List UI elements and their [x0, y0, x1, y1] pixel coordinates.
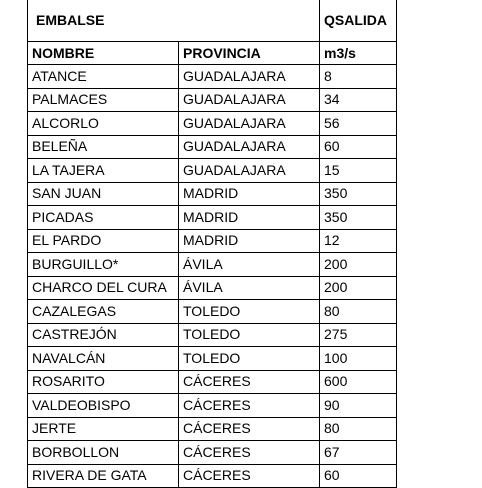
outflow-cell: 80: [320, 417, 397, 441]
reservoir-name-cell: ATANCE: [28, 65, 179, 89]
table-row: [28, 441, 397, 465]
table-row: [28, 159, 397, 183]
outflow-cell: 200: [320, 253, 397, 277]
outflow-cell: 8: [320, 65, 397, 89]
outflow-cell: 80: [320, 300, 397, 324]
province-cell: MADRID: [179, 182, 320, 206]
outflow-cell: 100: [320, 347, 397, 371]
table-row: [28, 300, 397, 324]
provincia-column-header: PROVINCIA: [179, 42, 320, 65]
unit-column-header: m3/s: [320, 42, 397, 65]
table-row: [28, 323, 397, 347]
qsalida-header: QSALIDA: [320, 0, 397, 42]
province-cell: TOLEDO: [179, 323, 320, 347]
outflow-cell: 200: [320, 276, 397, 300]
reservoir-name-cell: NAVALCÁN: [28, 347, 179, 371]
reservoir-name-cell: PALMACES: [28, 88, 179, 112]
outflow-cell: 60: [320, 135, 397, 159]
outflow-cell: 12: [320, 229, 397, 253]
table-row: [28, 229, 397, 253]
nombre-column-header: NOMBRE: [28, 42, 179, 65]
table-row: [28, 276, 397, 300]
province-cell: GUADALAJARA: [179, 65, 320, 89]
embalse-header: EMBALSE: [28, 0, 320, 42]
province-cell: MADRID: [179, 206, 320, 230]
province-cell: GUADALAJARA: [179, 159, 320, 183]
table-row: [28, 65, 397, 89]
table-row: [28, 88, 397, 112]
table-row: [28, 253, 397, 277]
table-row: [28, 464, 397, 488]
table-row: [28, 394, 397, 418]
table-row: [28, 182, 397, 206]
province-cell: GUADALAJARA: [179, 88, 320, 112]
reservoir-name-cell: CHARCO DEL CURA: [28, 276, 179, 300]
outflow-cell: 60: [320, 464, 397, 488]
province-cell: MADRID: [179, 229, 320, 253]
reservoir-name-cell: ROSARITO: [28, 370, 179, 394]
reservoir-name-cell: EL PARDO: [28, 229, 179, 253]
reservoir-name-cell: VALDEOBISPO: [28, 394, 179, 418]
reservoir-name-cell: BELEÑA: [28, 135, 179, 159]
reservoir-name-cell: SAN JUAN: [28, 182, 179, 206]
outflow-cell: 67: [320, 441, 397, 465]
table-top-header-row: [28, 0, 397, 42]
province-cell: GUADALAJARA: [179, 135, 320, 159]
province-cell: CÁCERES: [179, 417, 320, 441]
outflow-cell: 34: [320, 88, 397, 112]
table-row: [28, 112, 397, 136]
reservoir-name-cell: ALCORLO: [28, 112, 179, 136]
reservoir-table: [27, 0, 397, 488]
table-column-header-row: [28, 42, 397, 65]
reservoir-name-cell: BORBOLLON: [28, 441, 179, 465]
province-cell: CÁCERES: [179, 394, 320, 418]
reservoir-name-cell: CAZALEGAS: [28, 300, 179, 324]
province-cell: CÁCERES: [179, 370, 320, 394]
province-cell: TOLEDO: [179, 347, 320, 371]
province-cell: ÁVILA: [179, 253, 320, 277]
table-row: [28, 347, 397, 371]
outflow-cell: 350: [320, 182, 397, 206]
outflow-cell: 15: [320, 159, 397, 183]
table-row: [28, 135, 397, 159]
province-cell: CÁCERES: [179, 441, 320, 465]
reservoir-name-cell: RIVERA DE GATA: [28, 464, 179, 488]
reservoir-name-cell: JERTE: [28, 417, 179, 441]
outflow-cell: 56: [320, 112, 397, 136]
reservoir-name-cell: LA TAJERA: [28, 159, 179, 183]
outflow-cell: 90: [320, 394, 397, 418]
table-row: [28, 370, 397, 394]
outflow-cell: 350: [320, 206, 397, 230]
outflow-cell: 600: [320, 370, 397, 394]
outflow-cell: 275: [320, 323, 397, 347]
table-row: [28, 206, 397, 230]
reservoir-name-cell: PICADAS: [28, 206, 179, 230]
reservoir-name-cell: BURGUILLO*: [28, 253, 179, 277]
table-row: [28, 417, 397, 441]
reservoir-name-cell: CASTREJÓN: [28, 323, 179, 347]
province-cell: CÁCERES: [179, 464, 320, 488]
province-cell: TOLEDO: [179, 300, 320, 324]
province-cell: ÁVILA: [179, 276, 320, 300]
province-cell: GUADALAJARA: [179, 112, 320, 136]
